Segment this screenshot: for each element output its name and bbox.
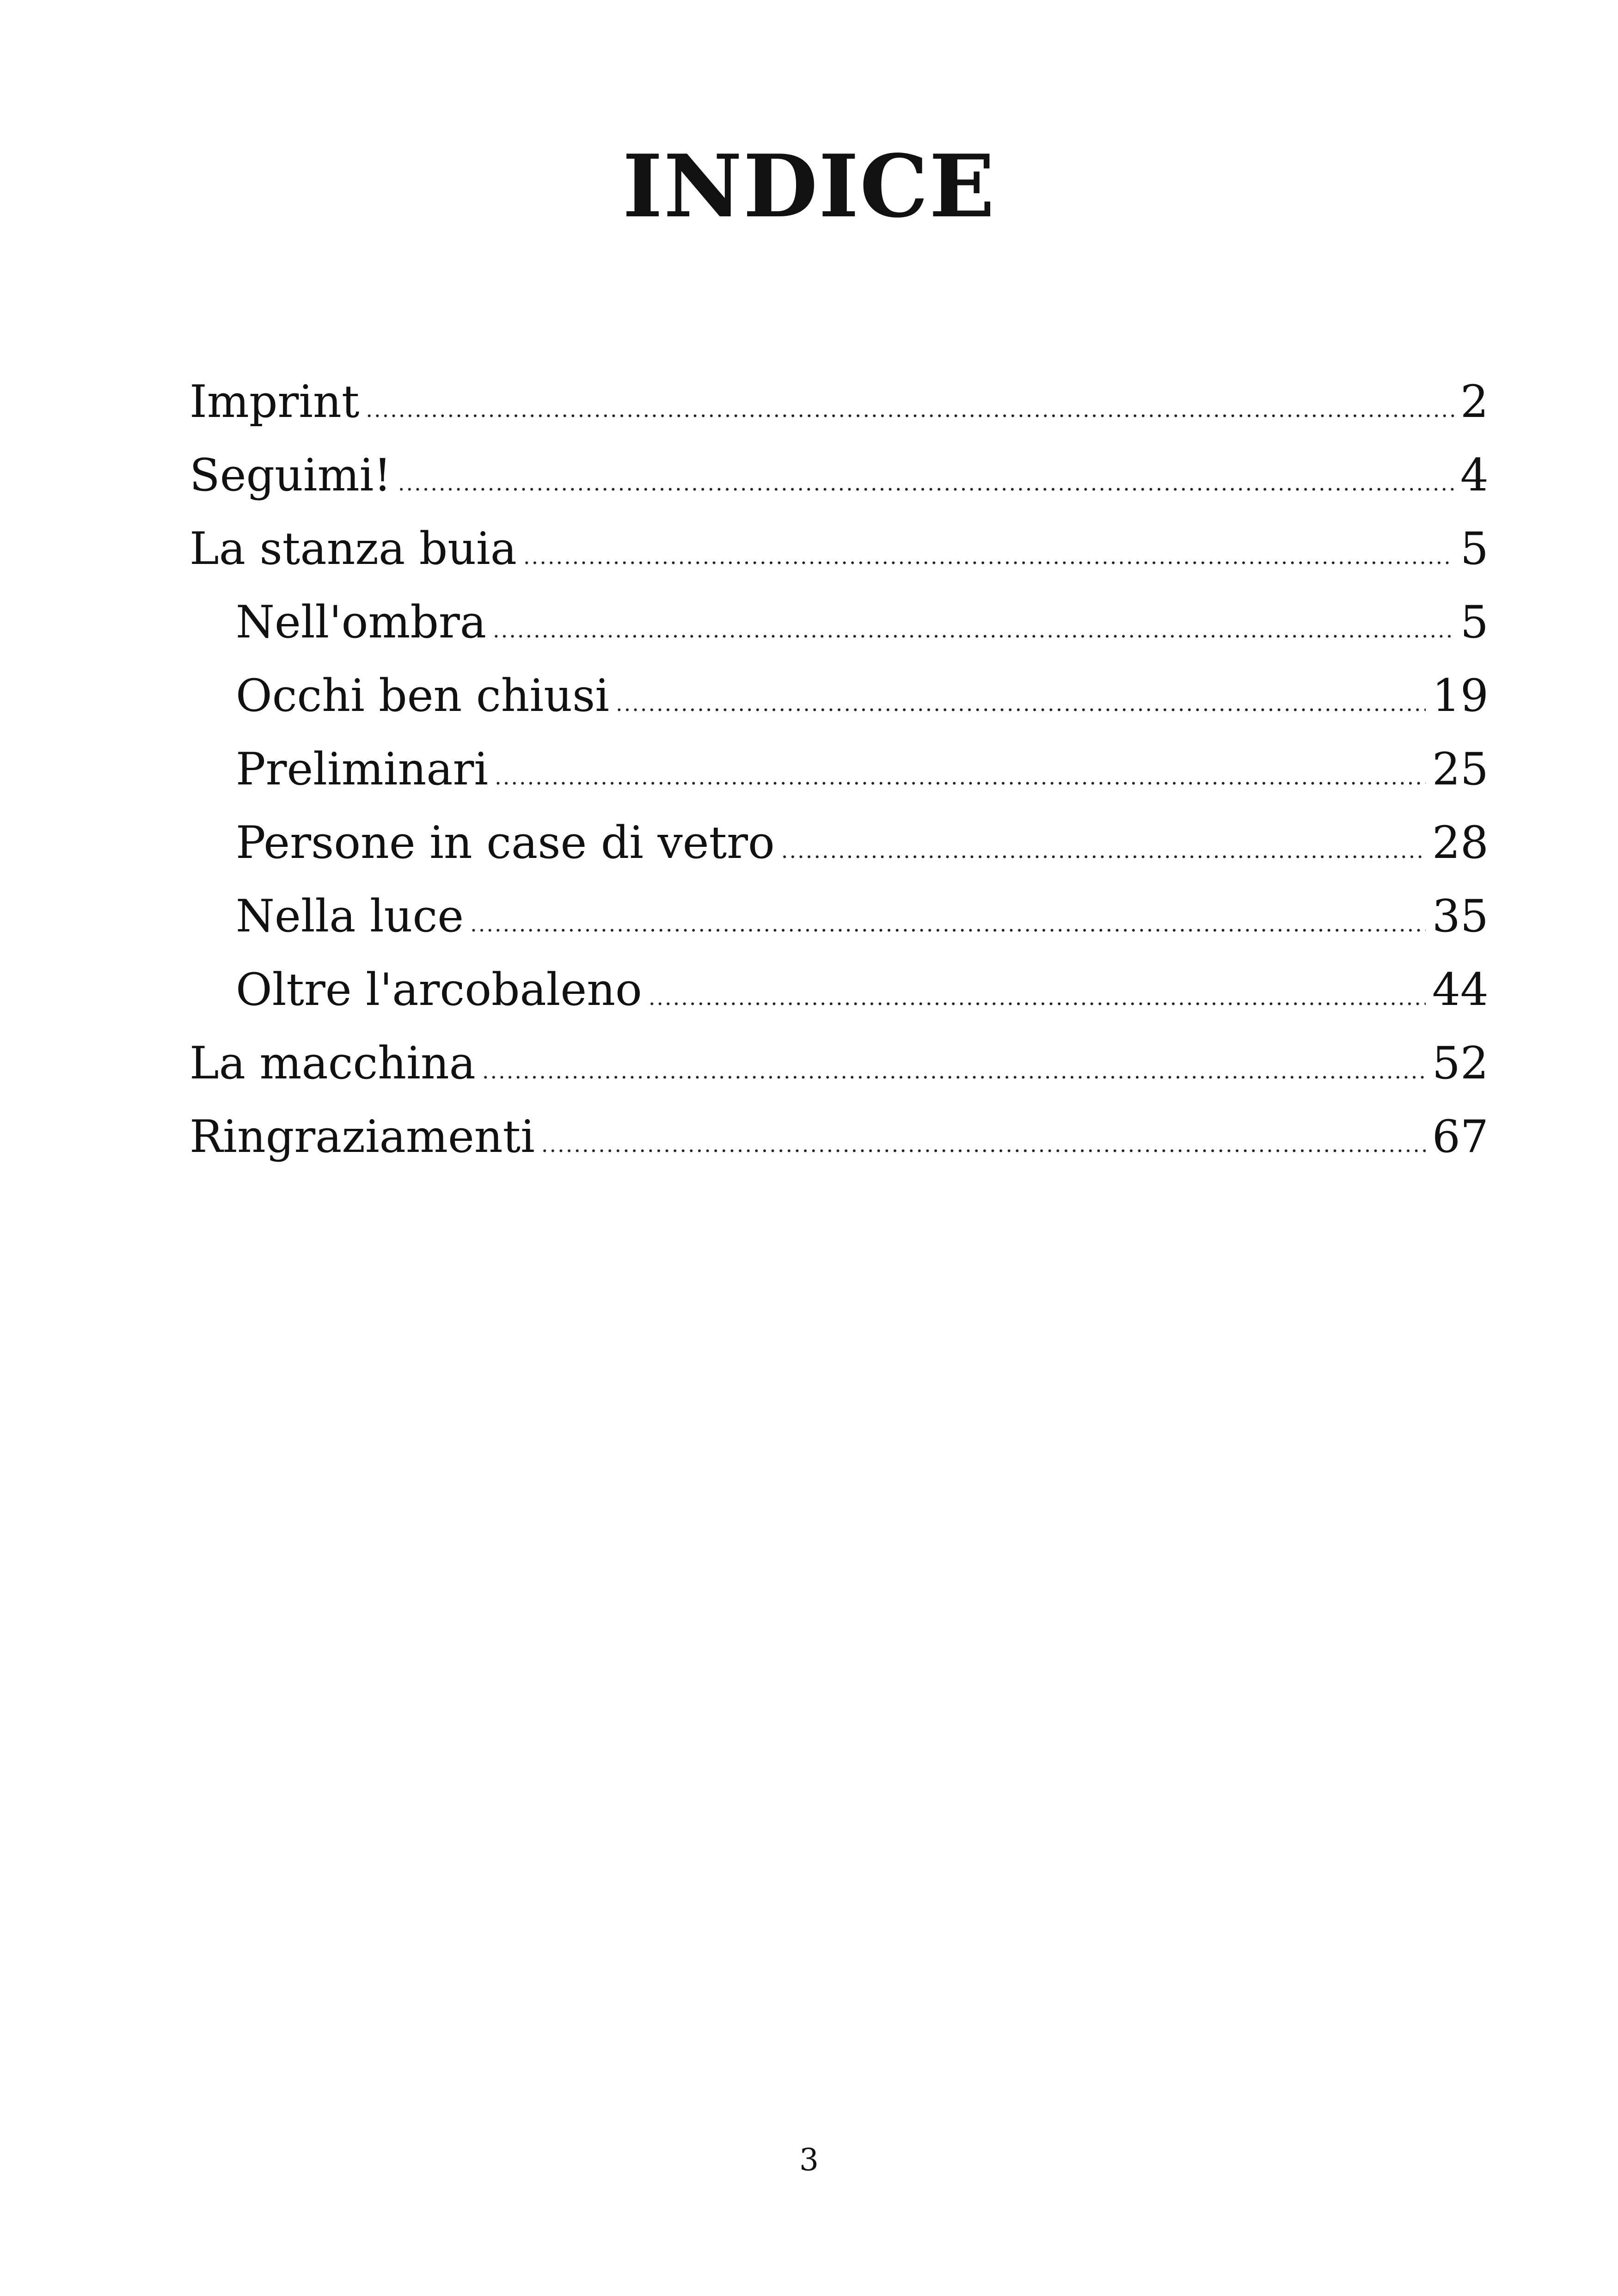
toc-entry[interactable]	[190, 439, 1489, 512]
toc-dot-leader	[470, 888, 1426, 961]
toc-subentry[interactable]	[190, 586, 1489, 659]
toc-entry-title: Occhi ben chiusi	[236, 670, 609, 722]
toc-entry-title: Preliminari	[236, 743, 489, 795]
toc-dot-leader	[495, 741, 1426, 814]
toc-entry-title: Ringraziamenti	[190, 1111, 535, 1163]
toc-entry-page: 44	[1432, 964, 1489, 1016]
toc-dot-leader	[649, 961, 1426, 1035]
toc-entry[interactable]	[190, 1027, 1489, 1100]
toc-dot-leader	[493, 594, 1454, 667]
toc-subentry[interactable]	[190, 659, 1489, 733]
toc-entry-page: 25	[1432, 743, 1489, 795]
toc-entry[interactable]	[190, 512, 1489, 586]
toc-subentry[interactable]	[190, 953, 1489, 1027]
toc-entry-page: 35	[1432, 890, 1489, 942]
toc-subentry[interactable]	[190, 733, 1489, 806]
toc-subentry[interactable]	[190, 880, 1489, 953]
toc-dot-leader	[781, 814, 1426, 888]
toc-entry-title: Imprint	[190, 376, 360, 428]
toc-subentry[interactable]	[190, 806, 1489, 880]
toc-entry-title: Nell'ombra	[236, 596, 487, 648]
toc-entry-page: 5	[1460, 523, 1489, 575]
toc-entry-title: Nella luce	[236, 890, 464, 942]
toc-entry-page: 5	[1460, 596, 1489, 648]
toc-entry[interactable]	[190, 1100, 1489, 1174]
toc-entry-title: La macchina	[190, 1037, 476, 1089]
toc-dot-leader	[616, 667, 1426, 741]
toc-dot-leader	[541, 1108, 1426, 1182]
toc-dot-leader	[398, 447, 1454, 520]
toc-dot-leader	[366, 373, 1454, 447]
toc-entry[interactable]	[190, 365, 1489, 439]
page-number: 3	[799, 2142, 819, 2178]
toc-entry-title: Oltre l'arcobaleno	[236, 964, 642, 1016]
toc-entry-title: La stanza buia	[190, 523, 517, 575]
toc-entry-page: 67	[1432, 1111, 1489, 1163]
page-title: INDICE	[622, 135, 996, 237]
table-of-contents	[190, 365, 1489, 1174]
toc-entry-page: 52	[1432, 1037, 1489, 1089]
toc-dot-leader	[482, 1035, 1426, 1108]
toc-entry-page: 4	[1460, 449, 1489, 501]
toc-entry-page: 19	[1432, 670, 1489, 722]
toc-entry-title: Persone in case di vetro	[236, 817, 775, 869]
toc-entry-page: 2	[1460, 376, 1489, 428]
toc-entry-title: Seguimi!	[190, 449, 392, 501]
toc-dot-leader	[523, 520, 1454, 594]
toc-entry-page: 28	[1432, 817, 1489, 869]
